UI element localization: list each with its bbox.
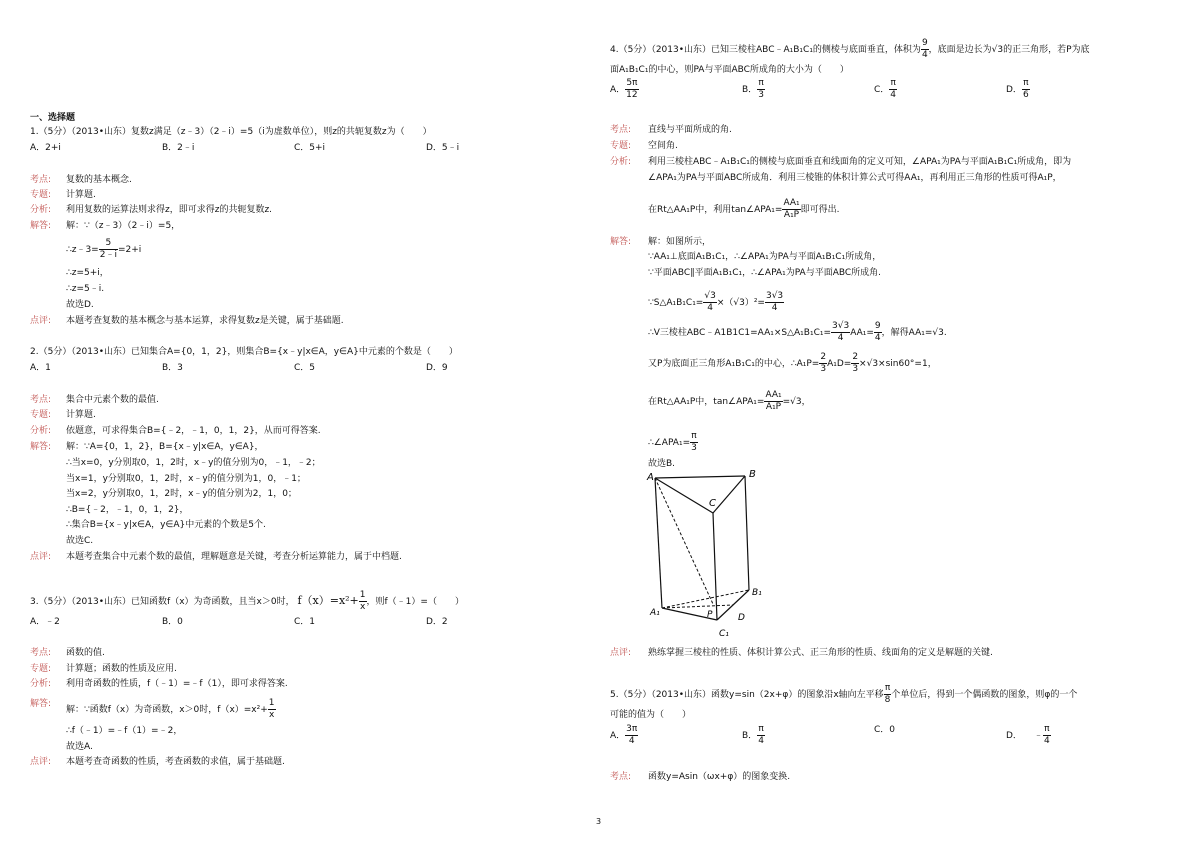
- q5-kaodian-label: 考点:: [610, 772, 632, 782]
- q2-kaodian: 集合中元素个数的最值.: [66, 395, 159, 405]
- q2-step-4: 当x=2，y分别取0，1，2时，x﹣y的值分别为2，1，0；: [66, 489, 297, 499]
- q1-kaodian: 复数的基本概念.: [66, 175, 132, 185]
- q5-option-c[interactable]: C．0: [874, 725, 896, 735]
- q4-option-d[interactable]: D． $\frac{\pi}{6}$: [1006, 78, 1029, 100]
- prism-figure: [645, 468, 775, 646]
- q1-stem: 1.（5分）（2013•山东）复数z满足（z﹣3）（2﹣i）=5（i为虚数单位），则z的共轭复数z为（ ）: [30, 127, 432, 137]
- q5-option-b[interactable]: B． $\frac{\pi}{4}$: [742, 724, 764, 746]
- q4-step-2: ∵AA₁⊥底面A₁B₁C₁，∴∠APA₁为PA与平面A₁B₁C₁所成角，: [648, 252, 882, 262]
- q3-kaodian: 函数的值.: [66, 648, 105, 658]
- q4-step-9: 故选B.: [648, 459, 676, 469]
- label-B1: B₁: [752, 588, 762, 598]
- q1-dianping-label: 点评:: [30, 316, 52, 326]
- q2-zhuanti: 计算题.: [66, 410, 96, 420]
- q4-step-7: 在Rt△AA₁P中，tan∠APA₁= $\frac{\text{AA₁}}{\text{A₁P}}$ =√3，: [648, 390, 811, 412]
- edge-AA1: [655, 478, 662, 608]
- q5-stem-line1: 5.（5分）（2013•山东）函数y=sin（2x+φ）的图象沿x轴向左平移 $\frac{\pi}{8}$ 个单位后，得到一个偶函数的图象，则φ的一个: [610, 683, 1078, 705]
- q2-option-d[interactable]: D．9: [426, 363, 448, 373]
- q4-option-c[interactable]: C． $\frac{\pi}{4}$: [874, 78, 897, 100]
- q1-kaodian-label: 考点:: [30, 175, 52, 185]
- edge-AC: [655, 478, 713, 513]
- q2-zhuanti-label: 专题:: [30, 410, 52, 420]
- q2-dianping: 本题考查集合中元素个数的最值，理解题意是关键，考查分析运算能力，属于中档题.: [66, 552, 402, 562]
- q1-option-c[interactable]: C．5+i: [294, 143, 326, 153]
- q4-step-5: ∴V三棱柱ABC﹣A1B1C1=AA₁×S△A₁B₁C₁= $\frac{3√3}{4}$ AA₁= $\frac{9}{4}$ ，解得AA₁=√3.: [648, 321, 947, 343]
- q1-zhuanti-label: 专题:: [30, 190, 52, 200]
- q2-step-3: 当x=1，y分别取0，1，2时，x﹣y的值分别为1，0，﹣1；: [66, 474, 306, 484]
- edge-A1B1-hidden: [662, 590, 749, 608]
- q4-kaodian-label: 考点:: [610, 125, 632, 135]
- edge-CC1: [713, 513, 717, 620]
- edge-AB: [655, 476, 745, 478]
- q4-stem-line2: 面A₁B₁C₁的中心，则PA与平面ABC所成角的大小为（ ）: [610, 65, 849, 75]
- q1-step-1: 解：∵（z﹣3）（2﹣i）=5，: [66, 221, 181, 231]
- q3-fenxi-label: 分析:: [30, 679, 52, 689]
- q4-fenxi-label: 分析:: [610, 157, 632, 167]
- q4-dianping: 熟练掌握三棱柱的性质、体积计算公式、正三角形的性质、线面角的定义是解题的关键.: [648, 648, 993, 658]
- q1-dianping: 本题考查复数的基本概念与基本运算，求得复数z是关键，属于基础题.: [66, 316, 344, 326]
- q2-option-c[interactable]: C．5: [294, 363, 316, 373]
- q1-step-2: ∴z﹣3= $\frac{5}{2﹣i}$ =2+i: [66, 238, 142, 260]
- q1-option-b[interactable]: B．2﹣i: [162, 143, 195, 153]
- q4-step-8: ∴∠APA₁= $\frac{\pi}{3}$: [648, 431, 697, 453]
- q5-option-a[interactable]: A． $\frac{3\pi}{4}$: [610, 724, 638, 746]
- q1-jieda-label: 解答:: [30, 221, 52, 231]
- q3-step-3: 故选A.: [66, 742, 93, 752]
- q4-dianping-label: 点评:: [610, 648, 632, 658]
- q2-fenxi-label: 分析:: [30, 426, 52, 436]
- q3-option-d[interactable]: D．2: [426, 617, 448, 627]
- q2-stem: 2.（5分）（2013•山东）已知集合A={0，1，2}，则集合B={x﹣y|x∈A，y∈A}中元素的个数是（ ）: [30, 347, 458, 357]
- q2-option-a[interactable]: A．1: [30, 363, 51, 373]
- q2-dianping-label: 点评:: [30, 552, 52, 562]
- edge-CB: [713, 476, 745, 513]
- q1-step-5: 故选D.: [66, 300, 94, 310]
- label-A1: A₁: [650, 608, 660, 618]
- q4-step-4: ∵S△A₁B₁C₁= $\frac{√3}{4}$ ×（√3）²= $\frac{3√3}{4}$: [648, 291, 784, 313]
- q2-kaodian-label: 考点:: [30, 395, 52, 405]
- label-C: C: [709, 498, 716, 509]
- q3-option-b[interactable]: B．0: [162, 617, 183, 627]
- q1-step-4: ∴z=5﹣i.: [66, 284, 105, 294]
- q4-jieda-label: 解答:: [610, 237, 632, 247]
- q1-fenxi-label: 分析:: [30, 205, 52, 215]
- q3-option-c[interactable]: C．1: [294, 617, 316, 627]
- q2-step-2: ∴当x=0，y分别取0，1，2时，x﹣y的值分别为0，﹣1，﹣2；: [66, 458, 321, 468]
- section-title: 一、选择题: [30, 113, 76, 123]
- q3-zhuanti: 计算题；函数的性质及应用.: [66, 664, 177, 674]
- q2-jieda-label: 解答:: [30, 442, 52, 452]
- q3-step-2: ∴f（﹣1）=﹣f（1）=﹣2，: [66, 726, 183, 736]
- q2-step-1: 解：∵A={0，1，2}，B={x﹣y|x∈A，y∈A}，: [66, 442, 264, 452]
- label-D: D: [738, 613, 745, 623]
- q1-option-d[interactable]: D．5﹣i: [426, 143, 460, 153]
- q3-jieda-label: 解答:: [30, 699, 52, 709]
- q3-zhuanti-label: 专题:: [30, 664, 52, 674]
- q3-step-1: 解：∵函数f（x）为奇函数，x＞0时，f（x）=x²+ $\frac{1}{x}$: [66, 698, 275, 720]
- q3-stem: 3.（5分）（2013•山东）已知函数f（x）为奇函数，且当x＞0时， f（x）=x²+ $\frac{1}{x}$ ，则f（﹣1）=（ ）: [30, 590, 464, 612]
- label-A: A: [647, 472, 654, 483]
- q3-dianping: 本题考查奇函数的性质，考查函数的求值，属于基础题.: [66, 757, 285, 767]
- label-B: B: [749, 469, 756, 480]
- q1-zhuanti: 计算题.: [66, 190, 96, 200]
- q3-option-a[interactable]: A．﹣2: [30, 617, 60, 627]
- q5-kaodian: 函数y=Asin（ωx+φ）的图象变换.: [648, 772, 791, 782]
- q4-kaodian: 直线与平面所成的角.: [648, 125, 732, 135]
- edge-BB1: [745, 476, 749, 590]
- q4-fenxi-2: ∠APA₁为PA与平面ABC所成角．利用三棱锥的体积计算公式可得AA₁，再利用正三角形的性质可得A₁P，: [648, 173, 1062, 183]
- q2-step-7: 故选C.: [66, 536, 94, 546]
- q4-zhuanti-label: 专题:: [610, 141, 632, 151]
- q2-fenxi: 依题意，可求得集合B={﹣2，﹣1，0，1，2}，从而可得答案.: [66, 426, 321, 436]
- q3-fenxi: 利用奇函数的性质，f（﹣1）=﹣f（1），即可求得答案.: [66, 679, 288, 689]
- label-C1: C₁: [719, 629, 729, 639]
- q2-option-b[interactable]: B．3: [162, 363, 183, 373]
- q4-fenxi-1: 利用三棱柱ABC﹣A₁B₁C₁的侧棱与底面垂直和线面角的定义可知，∠APA₁为PA与平面A₁B₁C₁所成角，即为: [648, 157, 1072, 167]
- q4-fenxi-3: 在Rt△AA₁P中，利用tan∠APA₁= $\frac{\text{AA₁}}{\text{A₁P}}$ 即可得出.: [648, 198, 840, 220]
- q5-stem-line2: 可能的值为（ ）: [610, 710, 692, 720]
- q4-zhuanti: 空间角.: [648, 141, 678, 151]
- q5-option-d[interactable]: D． ﹣ $\frac{\pi}{4}$: [1006, 724, 1050, 746]
- q4-option-b[interactable]: B． $\frac{\pi}{3}$: [742, 78, 764, 100]
- q2-step-6: ∴集合B={x﹣y|x∈A，y∈A}中元素的个数是5个.: [66, 520, 266, 530]
- q4-option-a[interactable]: A． $\frac{5\pi}{12}$: [610, 78, 638, 100]
- q3-dianping-label: 点评:: [30, 757, 52, 767]
- q4-step-3: ∵平面ABC∥平面A₁B₁C₁，∴∠APA₁为PA与平面ABC所成角.: [648, 268, 882, 278]
- page-number: 3: [596, 817, 602, 826]
- q4-step-1: 解：如图所示，: [648, 237, 712, 247]
- q1-step-3: ∴z=5+i，: [66, 268, 109, 278]
- segment-AP: [655, 478, 713, 604]
- q4-stem-line1: 4.（5分）（2013•山东）已知三棱柱ABC﹣A₁B₁C₁的侧棱与底面垂直，体积为 $\frac{9}{4}$ ，底面是边长为√3的正三角形，若P为底: [610, 38, 1090, 60]
- q1-option-a[interactable]: A．2+i: [30, 143, 61, 153]
- q3-kaodian-label: 考点:: [30, 648, 52, 658]
- q4-step-6: 又P为底面正三角形A₁B₁C₁的中心，∴A₁P= $\frac{2}{3}$ A₁D= $\frac{2}{3}$ ×√3×sin60°=1，: [648, 352, 937, 374]
- q1-fenxi: 利用复数的运算法则求得z，即可求得z的共轭复数z.: [66, 205, 273, 215]
- q2-step-5: ∴B={﹣2，﹣1，0，1，2}，: [66, 505, 189, 515]
- label-P: P: [707, 610, 713, 620]
